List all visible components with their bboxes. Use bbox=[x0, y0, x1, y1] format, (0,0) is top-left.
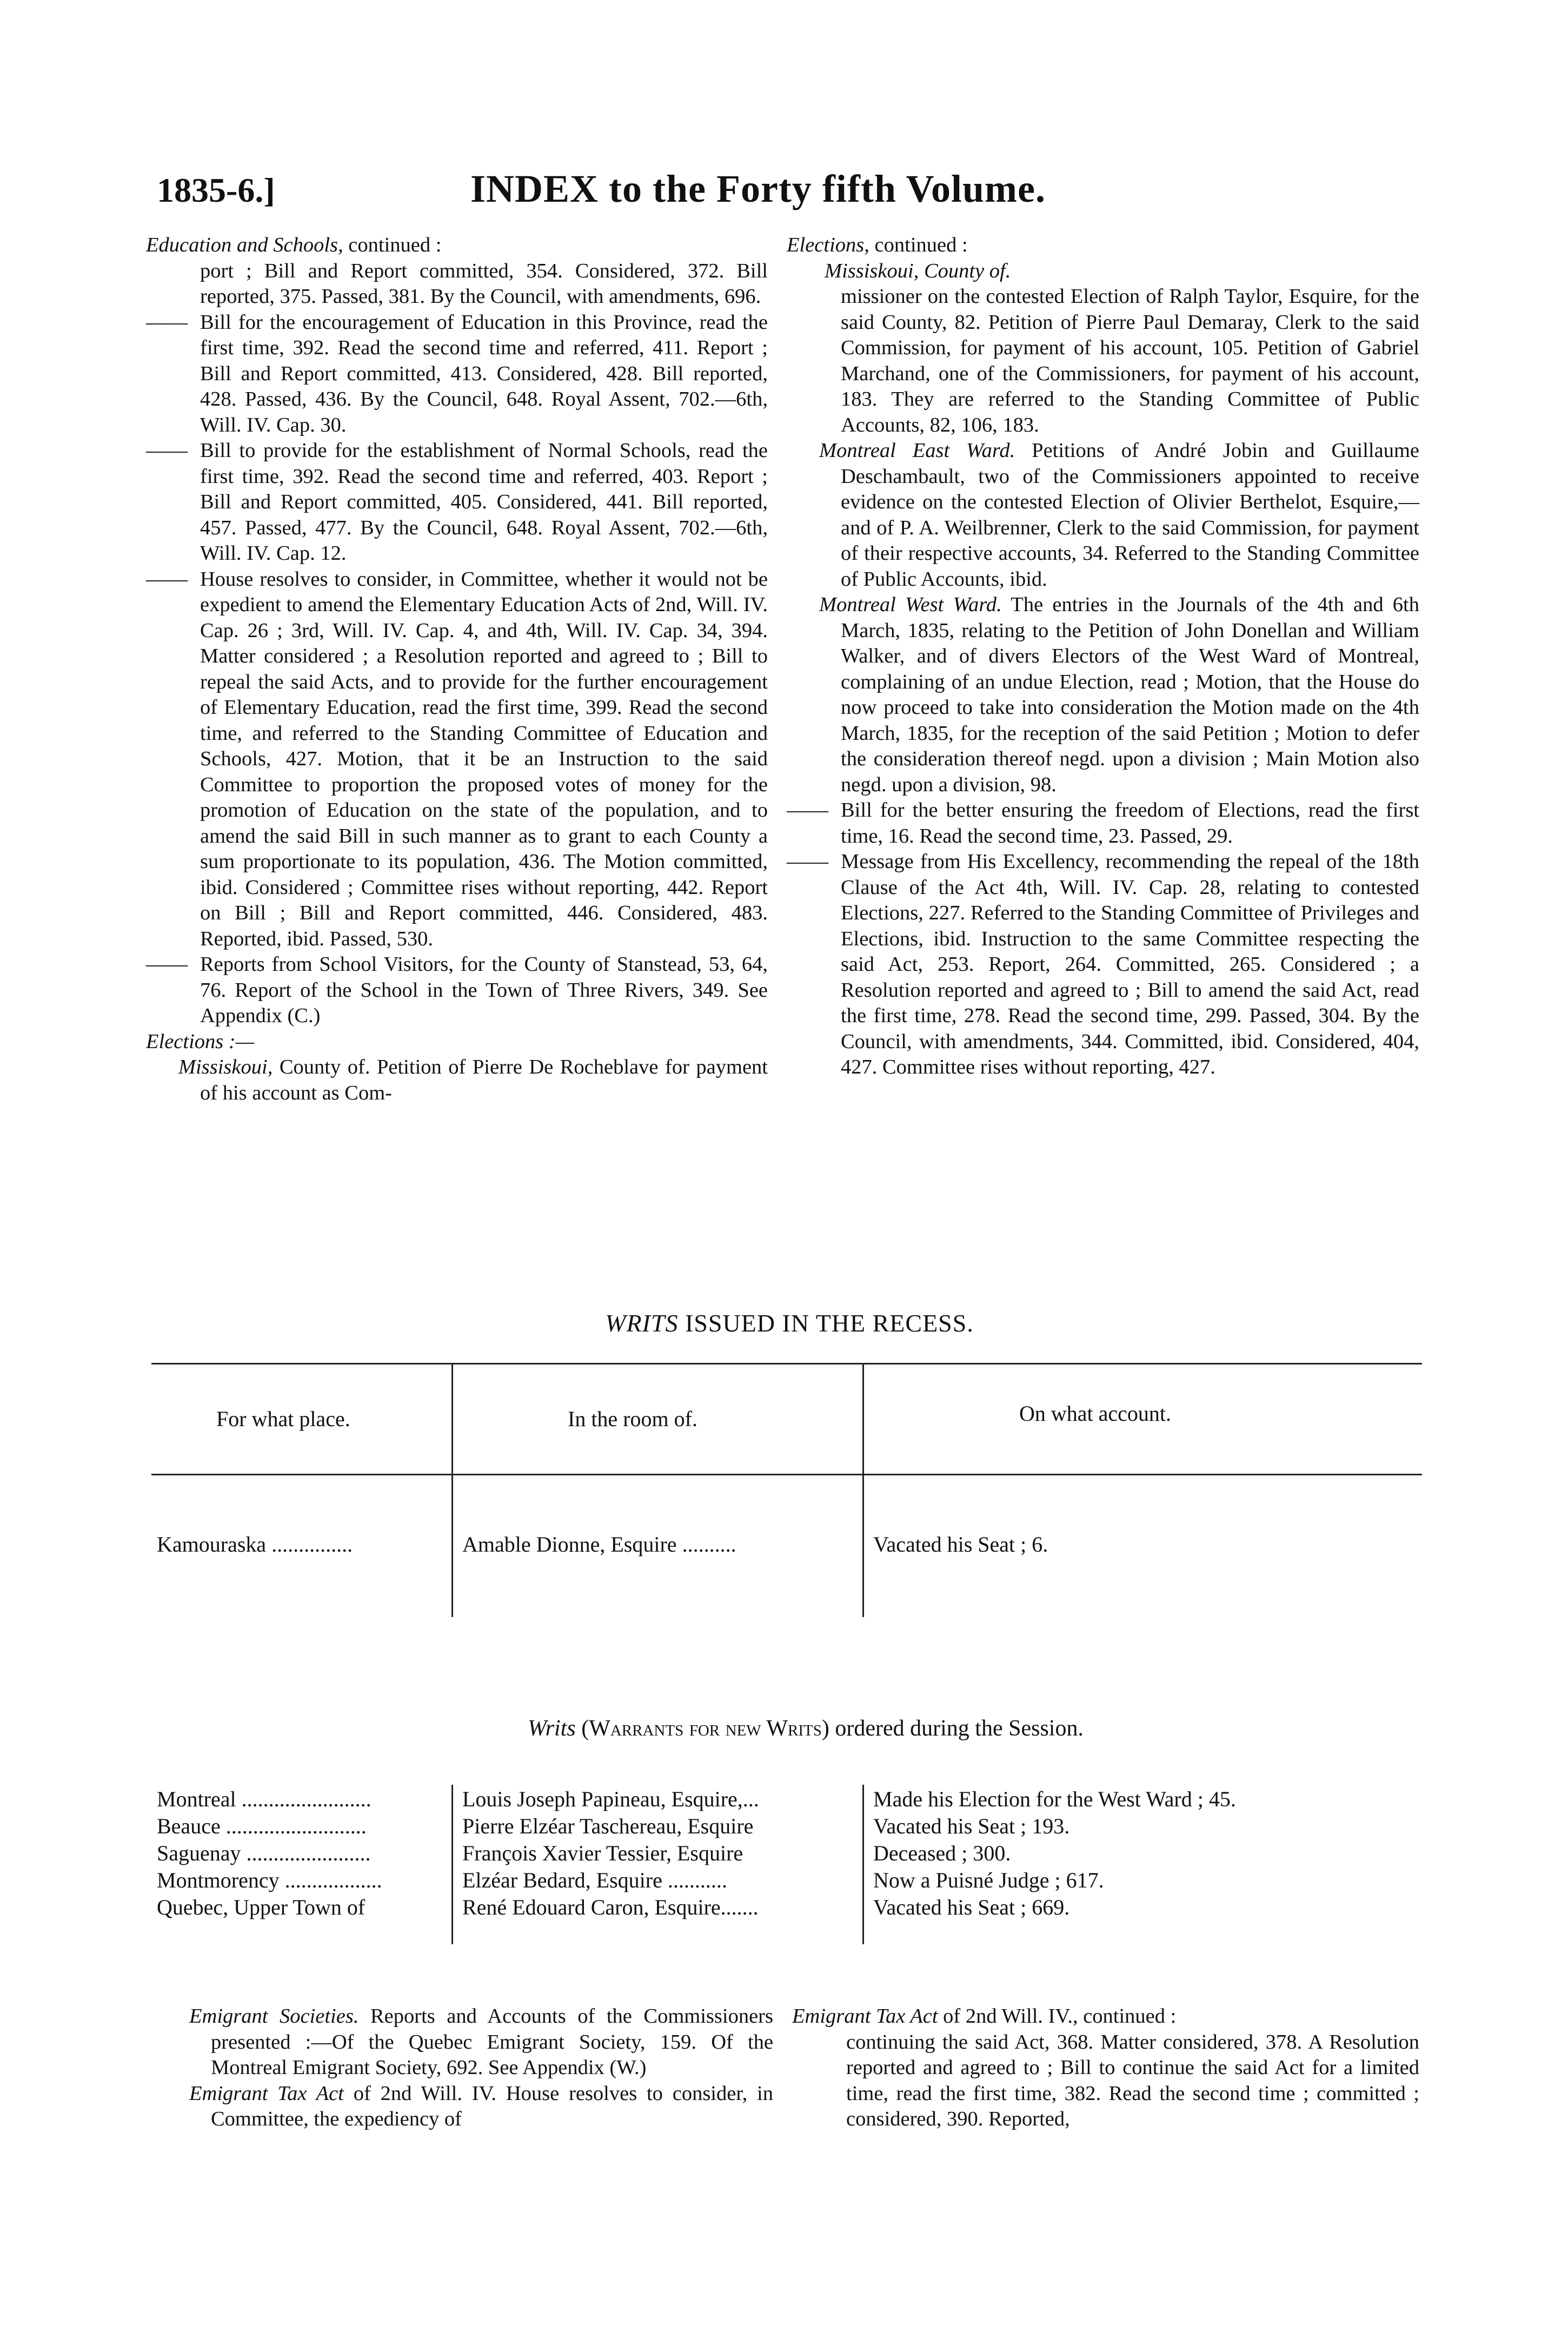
entry-text: Bill for the better ensuring the freedom of Elections, read the first time, 16. Read the second time, 23. Passed, 29. bbox=[841, 799, 1419, 847]
table-cell: Louis Joseph Papineau, Esquire,... bbox=[462, 1787, 759, 1811]
subheading-italic: Montreal East Ward. bbox=[819, 439, 1015, 462]
table-cell: Made his Election for the West Ward ; 45. bbox=[873, 1787, 1236, 1811]
page-title: INDEX to the Forty fifth Volume. bbox=[470, 167, 1046, 210]
entry-text: Bill to provide for the establishment of Normal Schools, read the first time, 392. Read the second time and referred, 403. Report ; Bill and Report committed, 405. Considered, 441. Bill reported, 457. Passed, 477. By the Council, 648. Royal Assent, 702.—6th, Will. IV. Cap. 12. bbox=[200, 439, 768, 565]
entry-paragraph bbox=[787, 798, 1419, 849]
entry-italic: Emigrant Tax Act bbox=[189, 2082, 344, 2105]
entry-italic: Emigrant Societies. bbox=[189, 2005, 359, 2028]
entry-paragraph bbox=[146, 310, 768, 439]
entry-text: Message from His Excellency, recommending the repeal of the 18th Clause of the Act 4th, Will. IV. Cap. 28, relating to contested Elections, 227. Referred to the Standing Committee of Privileges and Elections, ibid. Instruction to the same Committee respecting the said Act, 253. Report, 264. Committed, 265. Considered ; a Resolution reported and agreed to ; Bill to amend the said Act, read the first time, 278. Read the second time, 299. Passed, 304. By the Council, with amendments, 344. Committed, ibid. Considered, 404, 427. Committee rises without reporting, 427. bbox=[841, 850, 1419, 1078]
entry-paragraph: missioner on the contested Election of Ralph Taylor, Esquire, for the said County, 82. Petition of Pierre Paul Demaray, Clerk to the said Commission, for payment of his account, 105. Petition of Gabriel Marchand, one of the Commissioners, for payment of his account, 183. They are referred to the Standing Committee of Public Accounts, 82, 106, 183. bbox=[841, 285, 1419, 436]
heading-suffix: continued : bbox=[343, 234, 442, 256]
heading-suffix: of 2nd Will. IV., continued : bbox=[938, 2005, 1177, 2028]
section-heading bbox=[792, 2004, 1419, 2030]
entry-paragraph bbox=[146, 567, 768, 952]
table-divider bbox=[862, 1785, 864, 1944]
table-cell: François Xavier Tessier, Esquire bbox=[462, 1841, 743, 1865]
table-cell: Now a Puisné Judge ; 617. bbox=[873, 1868, 1104, 1892]
subheading: Missiskoui, County of. bbox=[825, 259, 1011, 282]
table-divider bbox=[862, 1363, 864, 1617]
writs-recess-title bbox=[519, 1309, 1060, 1337]
column-header: In the room of. bbox=[568, 1407, 697, 1431]
dash-rule: —— bbox=[787, 850, 828, 873]
title-rest: ordered during the Session. bbox=[829, 1716, 1084, 1741]
entry-text: Reports from School Visitors, for the County of Stanstead, 53, 64, 76. Report of the School in the Town of Three Rivers, 349. See Appendix (C.) bbox=[200, 953, 768, 1027]
entry-paragraph bbox=[787, 438, 1419, 592]
dash-rule: —— bbox=[146, 567, 188, 591]
entry-text: Petitions of André Jobin and Guillaume Deschambault, two of the Commissioners appointed to receive evidence on the contested Election of Olivier Berthelot, Esquire,—and of P. A. Weilbrenner, Clerk to the said Commission, for payment of their respective accounts, 34. Referred to the Standing Committee of Public Accounts, ibid. bbox=[841, 439, 1419, 591]
section-heading bbox=[787, 233, 1419, 259]
heading-italic: Elections, bbox=[787, 234, 869, 256]
table-divider bbox=[451, 1785, 453, 1944]
table-cell: Vacated his Seat ; 193. bbox=[873, 1814, 1070, 1838]
entry-paragraph: continuing the said Act, 368. Matter considered, 378. A Resolution reported and agreed to ; Bill to continue the said Act for a limited time, read the first time, 382. Read the second time ; committed ; considered, 390. Reported, bbox=[846, 2030, 1419, 2130]
dash-rule: —— bbox=[146, 439, 188, 462]
entry-text: House resolves to consider, in Committee, whether it would not be expedient to amend the Elementary Education Acts of 2nd, Will. IV. Cap. 26 ; 3rd, Will. IV. Cap. 4, and 4th, Will. IV. Cap. 34, 394. Matter considered ; a Resolution reported and agreed to ; Bill to repeal the said Acts, and to provide for the further encouragement of Elementary Education, read the first time, 399. Read the second time, and referred to the Standing Committee of Education and Schools, 427. Motion, that it be an Instruction to the said Committee to proportion the proposed votes of money for the promotion of Education on the state of the population, and to amend the said Bill in such manner as to grant to each County a sum proportionate to its population, 436. The Motion committed, ibid. Considered ; Committee rises without reporting, 442. Report on Bill ; Bill and Report committed, 446. Considered, 483. Reported, ibid. Passed, 530. bbox=[200, 567, 768, 950]
title-smallcaps: (Warrants for new Writs) bbox=[581, 1716, 829, 1741]
entry-italic: Missiskoui, bbox=[178, 1056, 273, 1078]
table-divider bbox=[451, 1363, 453, 1617]
table-rule-mid bbox=[151, 1474, 1422, 1475]
entry-paragraph bbox=[787, 849, 1419, 1081]
entry-text: The entries in the Journals of the 4th and 6th March, 1835, relating to the Petition of John Donellan and William Walker, and of divers Electors of the West Ward of Montreal, complaining of an undue Election, read ; Motion, that the House do now proceed to take into consideration the Motion made on the 4th March, 1835, for the reception of the said Petition ; Motion to defer the consideration thereof negd. upon a division ; Main Motion also negd. upon a division, 98. bbox=[841, 593, 1419, 796]
table-cell: Deceased ; 300. bbox=[873, 1841, 1011, 1865]
section-heading bbox=[146, 233, 768, 259]
table-cell: Montreal ........................ bbox=[157, 1787, 371, 1811]
writs-session-title bbox=[427, 1715, 1184, 1741]
table-cell: Saguenay ....................... bbox=[157, 1841, 371, 1865]
table-cell: René Edouard Caron, Esquire....... bbox=[462, 1895, 759, 1919]
left-column bbox=[146, 233, 768, 1106]
bottom-right-column bbox=[792, 2004, 1419, 2132]
table-cell: Amable Dionne, Esquire .......... bbox=[462, 1532, 736, 1556]
entry-text: of 2nd Will. IV. House resolves to consider, in Committee, the expediency of bbox=[211, 2082, 773, 2130]
table-cell: Pierre Elzéar Taschereau, Esquire bbox=[462, 1814, 754, 1838]
title-rest: ISSUED IN THE RECESS. bbox=[678, 1309, 974, 1337]
heading-italic: Emigrant Tax Act bbox=[792, 2005, 938, 2028]
heading-suffix: continued : bbox=[869, 234, 968, 256]
column-header: On what account. bbox=[1019, 1401, 1172, 1426]
table-cell: Kamouraska ............... bbox=[157, 1532, 353, 1556]
entry-paragraph: port ; Bill and Report committed, 354. Considered, 372. Bill reported, 375. Passed, 381. By the Council, with amendments, 696. bbox=[200, 259, 768, 308]
dash-rule: —— bbox=[146, 310, 188, 334]
year-label: 1835-6.] bbox=[157, 171, 275, 209]
table-cell: Vacated his Seat ; 6. bbox=[873, 1532, 1048, 1556]
title-italic: WRITS bbox=[605, 1309, 679, 1337]
entry-paragraph bbox=[146, 1055, 768, 1106]
elections-heading: Elections :— bbox=[146, 1030, 254, 1053]
column-header: For what place. bbox=[216, 1407, 350, 1431]
entry-paragraph bbox=[157, 2081, 773, 2132]
title-italic: Writs bbox=[528, 1716, 576, 1741]
table-cell: Montmorency .................. bbox=[157, 1868, 382, 1892]
entry-paragraph bbox=[157, 2004, 773, 2081]
subheading-italic: Montreal West Ward. bbox=[819, 593, 1002, 616]
entry-text: Bill for the encouragement of Education in this Province, read the first time, 392. Read the second time and referred, 411. Report ; Bill and Report committed, 413. Considered, 428. Bill reported, 428. Passed, 436. By the Council, 648. Royal Assent, 702.—6th, Will. IV. Cap. 30. bbox=[200, 310, 768, 436]
right-column bbox=[787, 233, 1419, 1081]
table-rule-top bbox=[151, 1363, 1422, 1364]
entry-paragraph bbox=[146, 952, 768, 1029]
entry-text: Reports and Accounts of the Commissioners presented :—Of the Quebec Emigrant Society, 159. Of the Montreal Emigrant Society, 692. See Appendix (W.) bbox=[211, 2005, 773, 2079]
bottom-left-column bbox=[157, 2004, 773, 2132]
entry-paragraph bbox=[787, 592, 1419, 798]
entry-paragraph bbox=[146, 438, 768, 567]
entry-text: County of. Petition of Pierre De Rocheblave for payment of his account as Com- bbox=[200, 1056, 768, 1104]
table-cell: Beauce .......................... bbox=[157, 1814, 367, 1838]
dash-rule: —— bbox=[787, 799, 828, 822]
table-cell: Vacated his Seat ; 669. bbox=[873, 1895, 1070, 1919]
table-cell: Elzéar Bedard, Esquire ........... bbox=[462, 1868, 727, 1892]
dash-rule: —— bbox=[146, 953, 188, 976]
heading-italic: Education and Schools, bbox=[146, 234, 343, 256]
table-cell: Quebec, Upper Town of bbox=[157, 1895, 366, 1919]
